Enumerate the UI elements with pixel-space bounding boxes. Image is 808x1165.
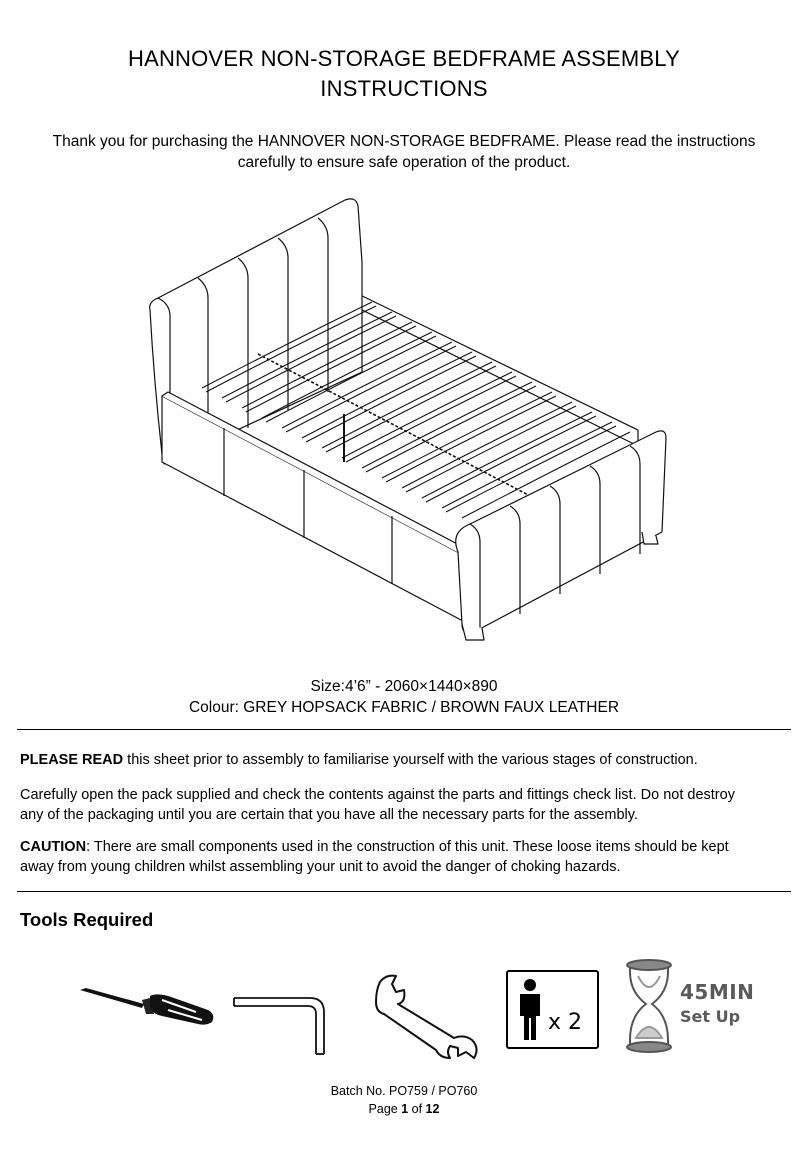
setup-time [680, 980, 754, 1028]
document-title [0, 44, 808, 104]
colour-text: Colour: GREY HOPSACK FABRIC / BROWN FAUX LEATHER [188, 699, 620, 716]
allen-key-icon [232, 990, 332, 1056]
page-total: 12 [425, 1102, 440, 1116]
spanner-icon [372, 972, 480, 1062]
bedframe-illustration [140, 192, 680, 652]
page-current: 1 [401, 1102, 409, 1116]
person-figure-icon [516, 978, 544, 1042]
please-read-text: this sheet prior to assembly to familiarise yourself with the various stages of construction. [123, 752, 698, 768]
intro-text [0, 131, 808, 173]
page-number [0, 1100, 808, 1118]
unpack-note [20, 785, 790, 825]
caution-text: : There are small components used in the construction of this unit. These loose items should be kept [86, 839, 729, 855]
hourglass-icon [624, 958, 674, 1054]
intro-line-1: Thank you for purchasing the HANNOVER NON-STORAGE BEDFRAME. Please read the instructions [52, 133, 756, 150]
screwdriver-icon [78, 980, 216, 1026]
two-person-icon [506, 970, 599, 1049]
page-prefix: Page [368, 1102, 402, 1116]
title-line-2: INSTRUCTIONS [320, 76, 488, 101]
product-specifications [0, 676, 808, 718]
please-read-line [20, 750, 790, 770]
size-text: Size:4’6” - 2060×1440×890 [310, 678, 498, 695]
people-count: x 2 [548, 1010, 583, 1035]
caution-note [20, 837, 790, 877]
divider-bottom [17, 891, 791, 892]
caution-line-2: away from young children whilst assembling your unit to avoid the danger of choking hazards. [20, 859, 621, 875]
please-read-label: PLEASE READ [20, 752, 124, 768]
title-line-1: HANNOVER NON-STORAGE BEDFRAME ASSEMBLY [127, 46, 680, 71]
caution-label: CAUTION [20, 839, 87, 855]
divider-top [17, 729, 791, 730]
setup-time-minutes: 45MIN [680, 980, 755, 1004]
please-read-note [20, 750, 790, 770]
tools-heading: Tools Required [20, 909, 154, 930]
batch-number: Batch No. PO759 / PO760 [330, 1084, 478, 1098]
setup-time-label: Set Up [680, 1007, 741, 1026]
caution-line-1 [20, 837, 790, 857]
page-of: of [408, 1102, 426, 1116]
unpack-line-2: any of the packaging until you are certain that you have all the necessary parts for the assembly. [20, 807, 638, 823]
unpack-line-1: Carefully open the pack supplied and check the contents against the parts and fittings check list. Do not destroy [20, 787, 735, 803]
intro-line-2: carefully to ensure safe operation of the product. [237, 154, 571, 171]
page-footer [0, 1082, 808, 1118]
